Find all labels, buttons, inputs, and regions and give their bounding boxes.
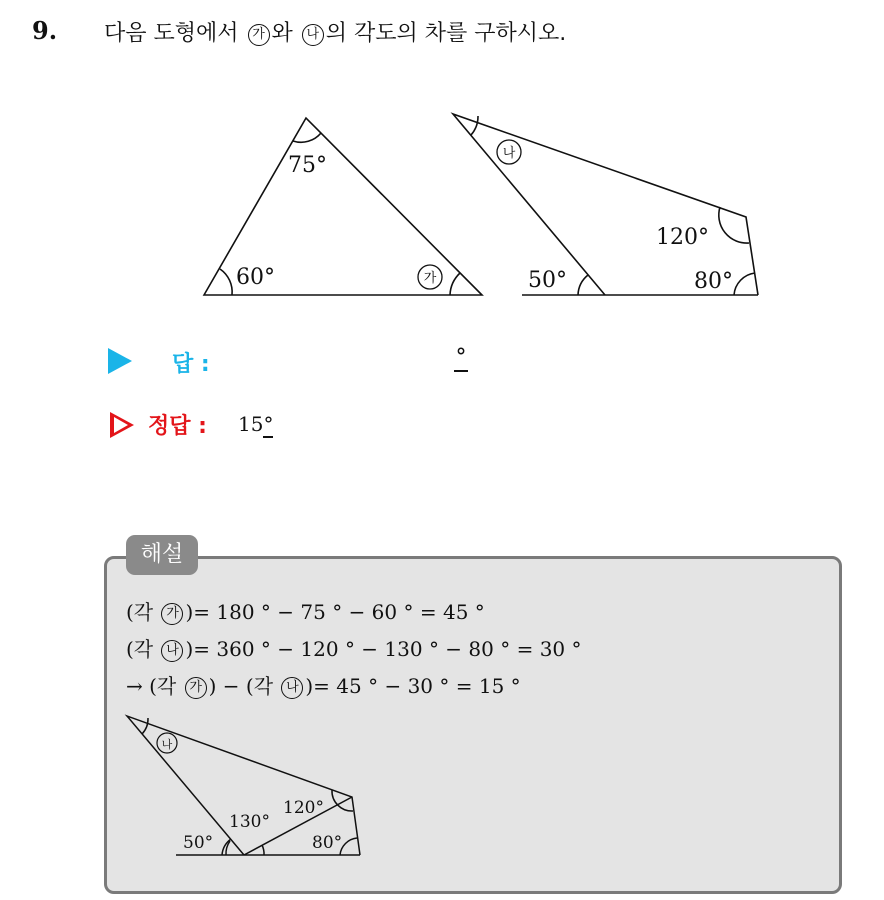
correct-answer-value xyxy=(238,412,273,436)
question-text-part: 다음 도형에서 xyxy=(104,21,246,46)
mark-ga: 가 xyxy=(185,677,207,699)
correct-value-unit: ° xyxy=(263,412,274,436)
question-text-part: 의 각도의 차를 구하시오. xyxy=(325,21,567,46)
mark-ga: 가 xyxy=(161,603,183,625)
question-text xyxy=(104,16,566,47)
sol-text: (각 xyxy=(126,637,160,661)
question-text-part: 와 xyxy=(271,21,300,46)
answer-blank[interactable]: ° xyxy=(455,345,467,370)
mark-ga: 가 xyxy=(248,24,270,46)
outline-triangle-inner xyxy=(114,417,128,433)
sol-text: )= 180 ° − 75 ° − 60 ° = 45 ° xyxy=(185,600,485,624)
mark-na: 나 xyxy=(161,640,183,662)
angle-75-label: 75° xyxy=(288,153,327,178)
solution-line-1 xyxy=(126,596,485,625)
angle-80-label: 80° xyxy=(312,833,343,853)
quadrilateral-figure xyxy=(453,114,758,295)
angle-120-label: 120° xyxy=(283,798,324,818)
solution-line-2 xyxy=(126,633,582,662)
angle-80-label: 80° xyxy=(694,269,733,294)
sol-text: )= 360 ° − 120 ° − 130 ° − 80 ° = 30 ° xyxy=(185,637,582,661)
mark-ga-label: 가 xyxy=(423,271,437,286)
sol-text: (각 xyxy=(126,600,160,624)
angle-50-label: 50° xyxy=(183,833,214,853)
mark-na-label: 나 xyxy=(161,738,173,751)
mark-na: 나 xyxy=(281,677,303,699)
angle-60-label: 60° xyxy=(236,265,275,290)
correct-answer-label: 정답 : xyxy=(148,414,207,439)
correct-value-number: 15 xyxy=(238,412,264,436)
explanation-tab: 해설 xyxy=(126,535,198,575)
question-number: 9. xyxy=(32,16,58,45)
problem-figures xyxy=(0,100,884,310)
mark-na-label: 나 xyxy=(502,146,516,161)
mark-na: 나 xyxy=(302,24,324,46)
explanation-figure xyxy=(110,700,380,870)
sol-text: ) − (각 xyxy=(208,674,280,698)
angle-120-label: 120° xyxy=(656,225,709,250)
solution-line-3 xyxy=(126,670,521,699)
correct-answer-row xyxy=(108,408,408,442)
angle-50-label: 50° xyxy=(528,268,567,293)
sol-text: → (각 xyxy=(126,674,183,698)
angle-130-label: 130° xyxy=(229,812,270,832)
play-triangle-icon xyxy=(108,348,132,374)
answer-label: 답 : xyxy=(172,352,210,377)
sol-text: )= 45 ° − 30 ° = 15 ° xyxy=(305,674,521,698)
answer-row xyxy=(108,346,508,376)
